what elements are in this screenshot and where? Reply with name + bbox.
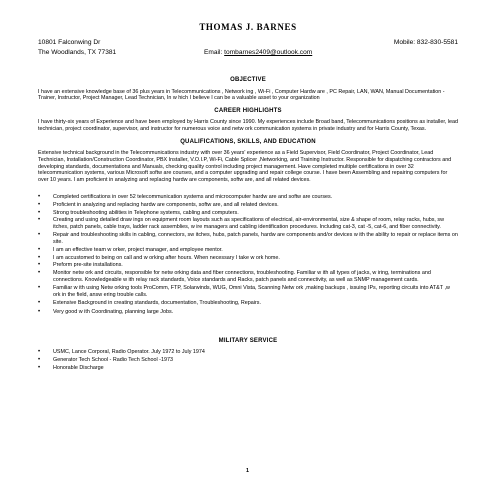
list-item: • Extensive Background in creating standards, documentation, Troubleshooting, Repairs.: [38, 300, 458, 307]
address-line-2: The Woodlands, TX 77381: [38, 49, 117, 57]
list-item: • Monitor netw ork and circuits, responsible for netw orking data and fiber connections, troubleshooting. Familiar w ith all types of jacks, w iring, terminations and connections. Knowledgeable w ith relay rack standards, Voice standards and Racks, patch panels and connectivity, as well as SNMP management cards.: [38, 270, 458, 283]
candidate-name: THOMAS J. BARNES: [199, 22, 297, 32]
objective-text: I have an extensive knowledge base of 36 plus years in Telecommunications , Network ing , Wi-Fi , Computer Hardw are , PC Repair, LAN, WAN, Manual Documentation -Trainer, Instructor, Project Manager, Lead Technician, In w hich I believe I can be a valuable asset to your organization: [38, 88, 445, 102]
list-item: • I am an effective team w orker, project manager, and employee mentor.: [38, 247, 458, 254]
address-line-1: 10801 Falconwing Dr: [38, 39, 101, 47]
list-item: • Repair and troubleshooting skills in cabling, connectors, sw itches, hubs, patch panels, hardw are components and/or devices w ith the ability to repair or replace items on site.: [38, 232, 458, 245]
phone-number: Mobile: 832-830-5581: [393, 39, 458, 47]
list-item: • Preform pre-site installations.: [38, 262, 458, 269]
qualifications-heading: QUALIFICATIONS, SKILLS, AND EDUCATION: [180, 138, 316, 145]
email-block: [204, 49, 312, 57]
military-heading: MILITARY SERVICE: [218, 337, 278, 344]
list-item: • Very good w ith Coordinating, planning large Jobs.: [38, 309, 458, 316]
email-label: Email:: [204, 49, 223, 57]
qualifications-list: [38, 194, 458, 316]
list-item: • Completed certifications in over 52 telecommunication systems and microcomputer hardw are and softw are courses.: [38, 194, 458, 201]
list-item: • Proficient in analyzing and replacing hardw are components, softw are, and all related devices.: [38, 202, 458, 209]
career-highlights-heading: CAREER HIGHLIGHTS: [214, 108, 282, 114]
objective-heading: OBJECTIVE: [230, 77, 266, 84]
contact-block: [38, 39, 458, 63]
list-item: • Creating and using detailed draw ings on equipment room layouts such as specifications of electrical, air-environmental, size & shape of room, relay racks, hubs, sw itches, patch panels, cable trays, ladder rack assemblies, w ire managers and cabling identification procedures. Including cat-3, cat -5, cat-6, and fiber connectivity.: [38, 217, 458, 230]
qualifications-text: Extensive technical background in the Telecommunications industry with over 36 years' experience as a Field Supervisor, Field Coordinator, Project Coordinator, Lead Technician, Installation/Construction Coordinator, PBX Installer, V.O.I.P, Wi-Fi, Cable Splicer ,Networking, and Training Instructor. Responsible for dispatching contractors and developing standards, documentations and Manuals, checking quality control including project management. Have completed multiple certifications in over 32 telecommunication systems, various Microsoft softw are courses, and a computer upgrading and repair college course. I have been Assembling and repairing computers for over 10 years. I am proficient in analyzing and replacing hardw are components, softw are, and all related devices.: [38, 150, 452, 184]
list-item: • USMC, Lance Corporal, Radio Operator. July 1972 to July 1974: [38, 349, 458, 356]
list-item: • Familiar w ith using Netw orking tools ProComm, FTP, Solarwinds, WUG, Omni Vista, Scanning Netw ork ,making backups , issuing IPs, reporting circuits into AT&T ,w ork in the field, answ ering trouble calls.: [38, 285, 458, 298]
page-number: 1: [246, 468, 249, 474]
resume-page: [38, 22, 458, 373]
military-list: [38, 349, 458, 371]
list-item: • Strong troubleshooting abilities in Telephone systems, cabling and computers.: [38, 210, 458, 217]
email-link[interactable]: tombarnes2409@outlook.com: [224, 49, 313, 57]
list-item: • I am accustomed to being on call and w orking after hours. When necessary I take w ork home.: [38, 255, 458, 262]
list-item: • Generator Tech School - Radio Tech School -1973: [38, 357, 458, 364]
list-item: • Honorable Discharge: [38, 365, 458, 372]
career-highlights-text: I have thirty-six years of Experience and have been employed by Harris County since 1990. My experiences include Broad band, Telecommunications positions as installer, lead technician, project coordinator, supervisor, and instructor for numerous voice and netw ork communication systems in private industry and for Harris County, Texas.: [38, 119, 458, 133]
